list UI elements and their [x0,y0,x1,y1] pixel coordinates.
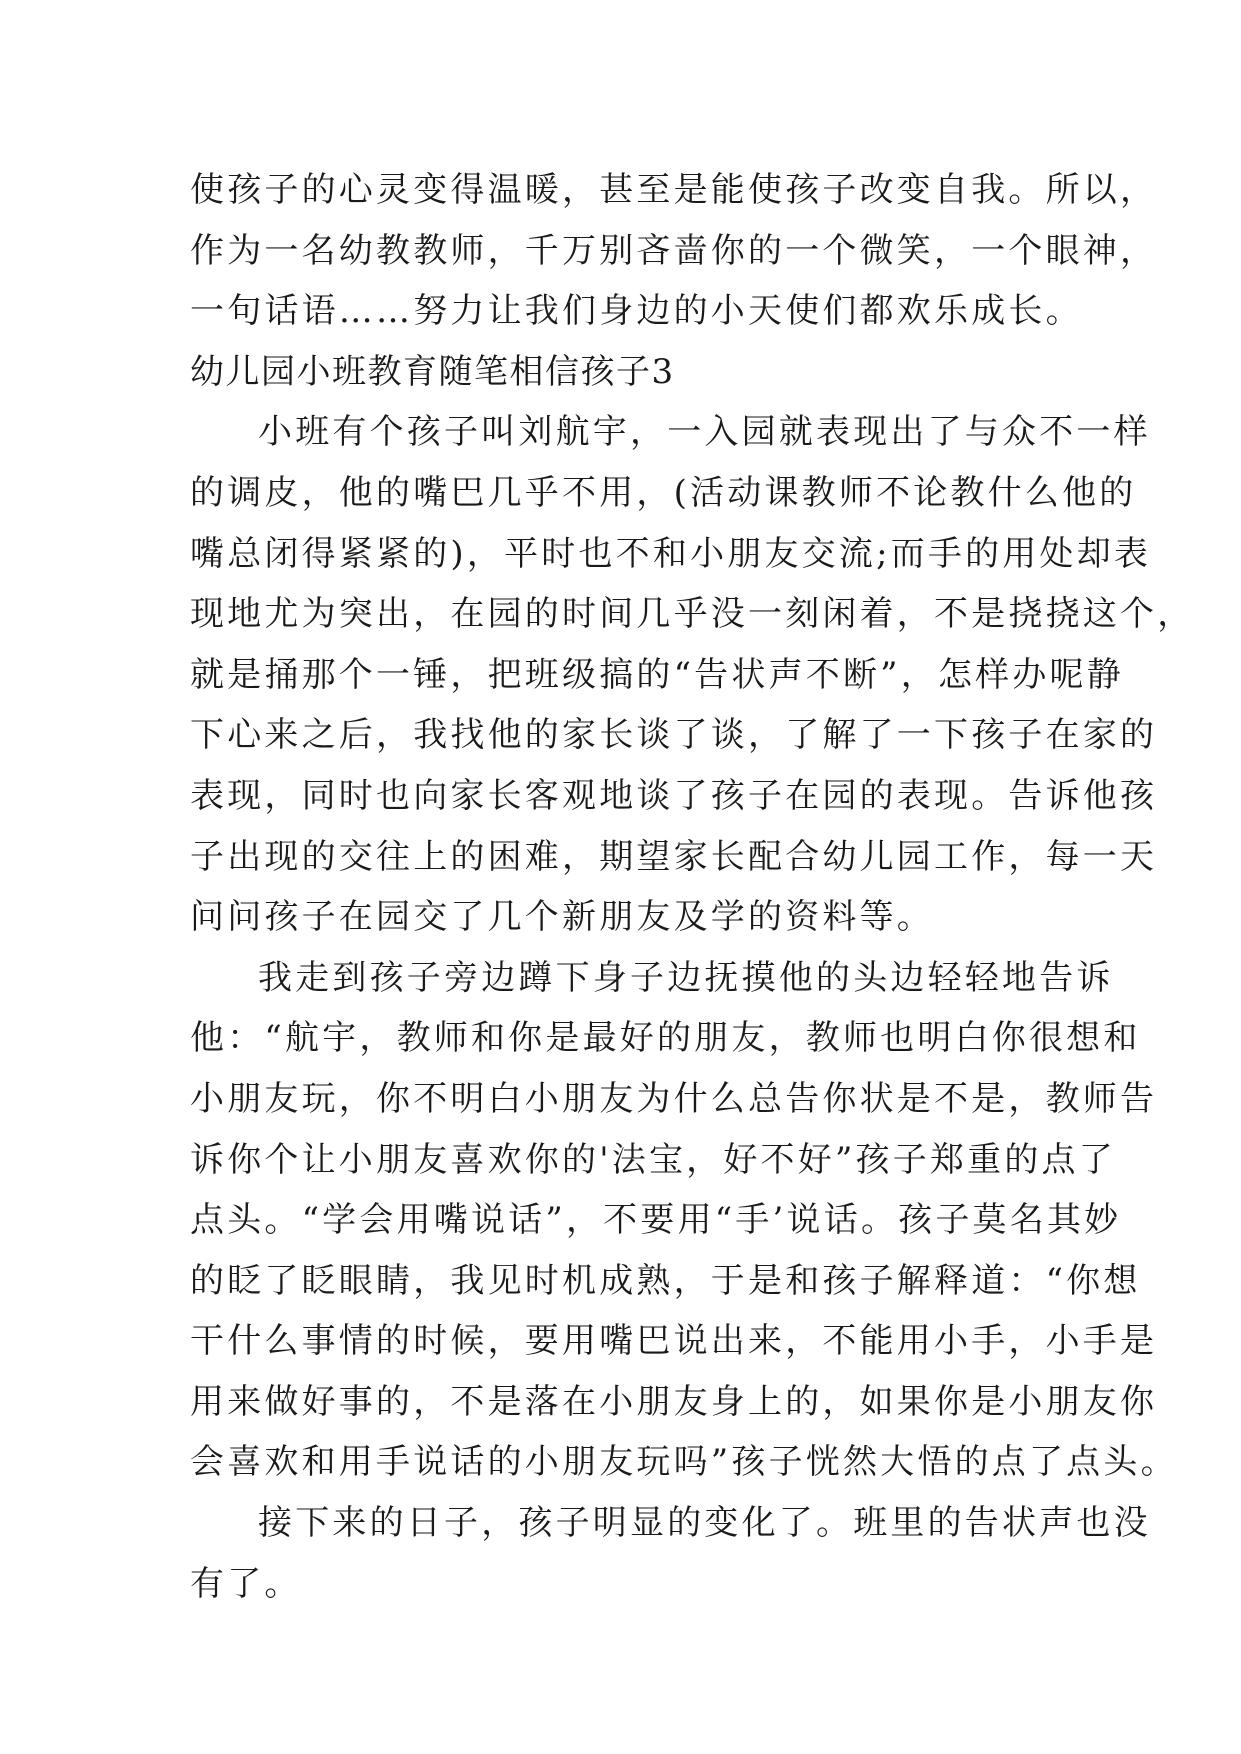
text-line: 作为一名幼教教师，千万别吝啬你的一个微笑，一个眼神， [190,230,1158,271]
paragraph-first-line: 我走到孩子旁边蹲下身子边抚摸他的头边轻轻地告诉 [258,957,1114,998]
text-line: 有了。 [190,1563,302,1604]
document-body [190,160,1195,1614]
text-line: 用来做好事的，不是落在小朋友身上的，如果你是小朋友你 [190,1381,1158,1422]
text-line: 会喜欢和用手说话的小朋友玩吗”孩子恍然大悟的点了点头。 [190,1442,1178,1483]
text-line: 表现，同时也向家长客观地谈了孩子在园的表现。告诉他孩 [190,775,1158,816]
text-line: 诉你个让小朋友喜欢你的'法宝，好不好”孩子郑重的点了 [190,1139,1116,1180]
text-line: 他：“航宇，教师和你是最好的朋友，教师也明白你很想和 [190,1018,1141,1059]
text-line: 就是捅那个一锤，把班级搞的“告状声不断”，怎样办呢静 [190,654,1124,695]
text-line: 小朋友玩，你不明白小朋友为什么总告你状是不是，教师告 [190,1078,1158,1119]
text-line: 问问孩子在园交了几个新朋友及学的资料等。 [190,897,934,938]
text-line: 点头。“学会用嘴说话”，不要用“手’说话。孩子莫名其妙 [190,1200,1122,1241]
text-line: 下心来之后，我找他的家长谈了谈，了解了一下孩子在家的 [190,715,1158,756]
section-heading: 幼儿园小班教育随笔相信孩子3 [190,351,675,392]
text-line: 干什么事情的时候，要用嘴巴说出来，不能用小手，小手是 [190,1321,1158,1362]
text-line: 子出现的交往上的困难，期望家长配合幼儿园工作，每一天 [190,836,1158,877]
paragraph-first-line: 接下来的日子，孩子明显的变化了。班里的告状声也没 [258,1503,1151,1544]
text-line: 的调皮，他的嘴巴几乎不用，(活动课教师不论教什么他的 [190,472,1137,513]
text-line: 的眨了眨眼睛，我见时机成熟，于是和孩子解释道：“你想 [190,1260,1141,1301]
text-line: 嘴总闭得紧紧的)，平时也不和小朋友交流;而手的用处却表 [190,533,1152,574]
text-line: 一句话语……努力让我们身边的小天使们都欢乐成长。 [190,291,1083,332]
text-line: 使孩子的心灵变得温暖，甚至是能使孩子改变自我。所以， [190,170,1158,210]
paragraph-first-line: 小班有个孩子叫刘航宇，一入园就表现出了与众不一样 [258,412,1151,453]
text-line: 现地尤为突出，在园的时间几乎没一刻闲着，不是挠挠这个， [190,594,1195,635]
